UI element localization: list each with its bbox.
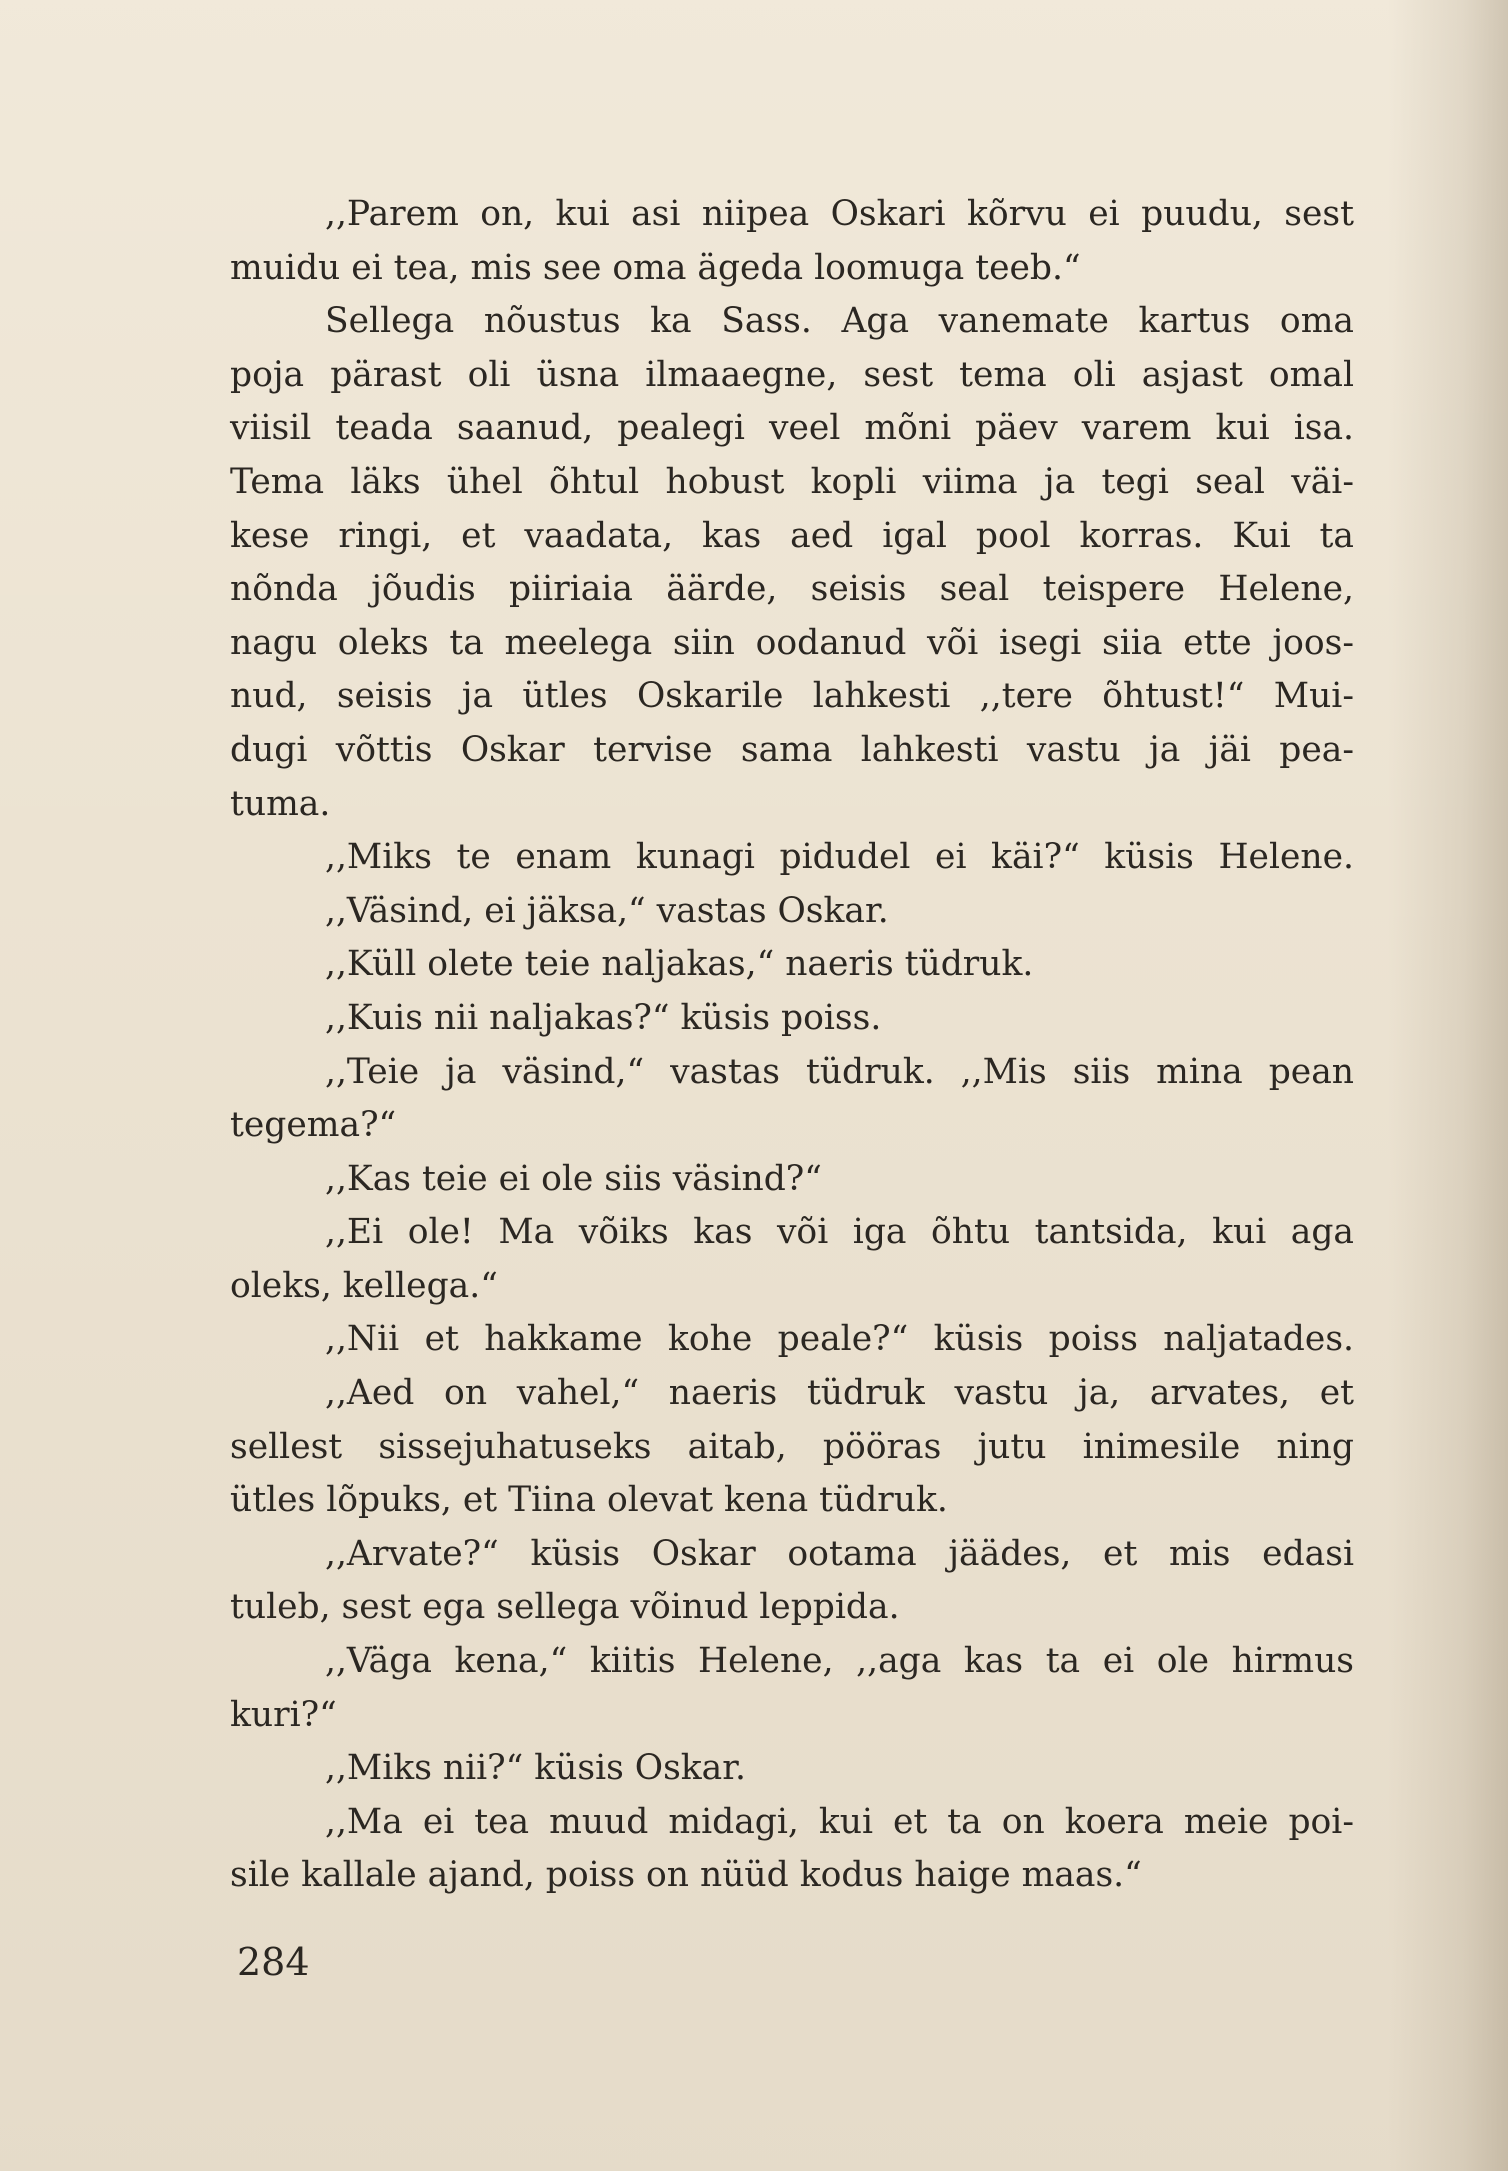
text-line: ,,Parem on, kui asi niipea Oskari kõrvu ei puudu, sest <box>325 194 1354 234</box>
text-line: muidu ei tea, mis see oma ägeda loomuga teeb.“ <box>230 247 1081 288</box>
page-number: 284 <box>237 1940 310 1984</box>
text-line: nõnda jõudis piiriaia äärde, seisis seal teispere Helene, <box>230 569 1354 610</box>
text-line: sellest sissejuhatuseks aitab, pööras jutu inimesile ning <box>230 1426 1354 1467</box>
text-line: ,,Küll olete teie naljakas,“ naeris tüdruk. <box>325 944 1034 985</box>
text-line: sile kallale ajand, poiss on nüüd kodus haige maas.“ <box>230 1855 1142 1896</box>
text-line: kese ringi, et vaadata, kas aed igal pool korras. Kui ta <box>230 515 1354 556</box>
text-line: ,,Väga kena,“ kiitis Helene, ,,aga kas ta ei ole hirmus <box>325 1641 1354 1682</box>
text-line: Sellega nõustus ka Sass. Aga vanemate kartus oma <box>325 301 1354 342</box>
text-line: ütles lõpuks, et Tiina olevat kena tüdruk. <box>230 1480 948 1521</box>
text-line: ,,Väsind, ei jäksa,“ vastas Oskar. <box>325 890 889 931</box>
text-line: ,,Ma ei tea muud midagi, kui et ta on koera meie poi- <box>325 1801 1354 1842</box>
text-line: ,,Kuis nii naljakas?“ küsis poiss. <box>325 997 882 1038</box>
text-line: dugi võttis Oskar tervise sama lahkesti vastu ja jäi pea- <box>230 729 1354 770</box>
text-line: ,,Nii et hakkame kohe peale?“ küsis poiss naljatades. <box>325 1319 1354 1360</box>
text-line: Tema läks ühel õhtul hobust kopli viima ja tegi seal väi- <box>230 461 1354 502</box>
text-line: ,,Kas teie ei ole siis väsind?“ <box>325 1158 822 1199</box>
text-line: kuri?“ <box>230 1694 337 1735</box>
text-line: ,,Teie ja väsind,“ vastas tüdruk. ,,Mis siis mina pean <box>325 1051 1354 1092</box>
text-line: tegema?“ <box>230 1105 397 1146</box>
text-line: ,,Miks te enam kunagi pidudel ei käi?“ küsis Helene. <box>325 837 1354 878</box>
text-line: ,,Aed on vahel,“ naeris tüdruk vastu ja, arvates, et <box>325 1373 1354 1414</box>
text-line: ,,Ei ole! Ma võiks kas või iga õhtu tantsida, kui aga <box>325 1212 1354 1253</box>
text-line: tuma. <box>230 783 331 824</box>
text-line: viisil teada saanud, pealegi veel mõni päev varem kui isa. <box>230 408 1354 449</box>
text-line: nagu oleks ta meelega siin oodanud või isegi siia ette joos- <box>230 622 1354 663</box>
body-text <box>230 188 1354 1903</box>
text-line: poja pärast oli üsna ilmaaegne, sest tema oli asjast omal <box>230 354 1354 395</box>
text-line: tuleb, sest ega sellega võinud leppida. <box>230 1587 900 1628</box>
text-line: oleks, kellega.“ <box>230 1265 498 1306</box>
text-line: ,,Arvate?“ küsis Oskar ootama jäädes, et mis edasi <box>325 1533 1354 1574</box>
text-line: nud, seisis ja ütles Oskarile lahkesti ,,tere õhtust!“ Mui- <box>230 676 1354 717</box>
text-line: ,,Miks nii?“ küsis Oskar. <box>325 1748 746 1789</box>
